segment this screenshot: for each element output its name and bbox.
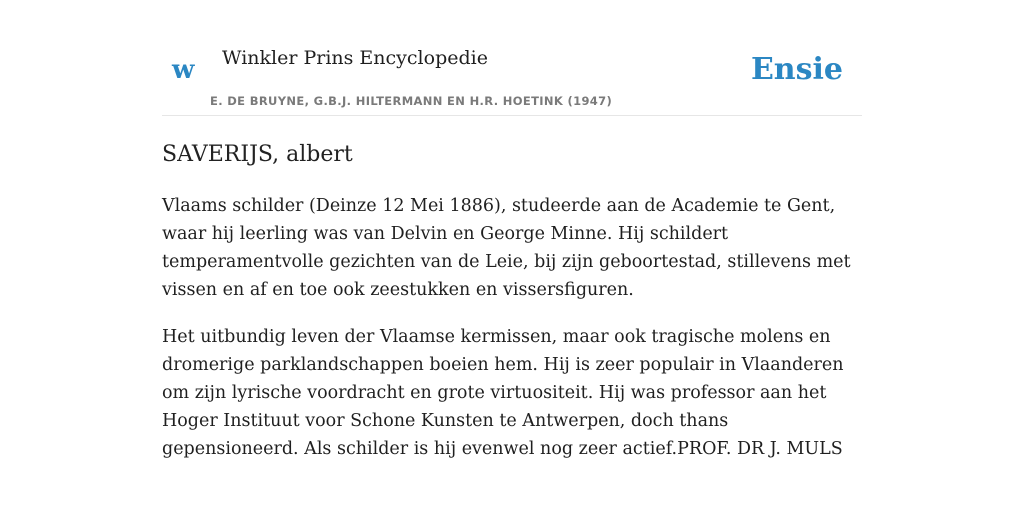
entry-paragraph-2: Het uitbundig leven der Vlaamse kermissen, maar ook tragische molens en dromerige parklandschappen boeien hem. Hij is zeer populair in Vlaanderen om zijn lyrische voordracht en grote virtuositeit. Hij was professor aan het Hoger Instituut voor Schone Kunsten te Antwerpen, doch thans gepensioneerd. Als schilder is hij evenwel nog zeer actief.PROF. DR J. MULS xyxy=(162,327,844,459)
entry-paragraph-1: Vlaams schilder (Deinze 12 Mei 1886), studeerde aan de Academie te Gent, waar hij leerling was van Delvin en George Minne. Hij schildert temperamentvolle gezichten van de Leie, bij zijn geboortestad, stillevens met vissen en af en toe ook zeestukken en vissersfiguren. xyxy=(162,196,851,300)
source-title[interactable]: Winkler Prins Encyclopedie xyxy=(222,47,488,69)
winkler-prins-logo-icon[interactable]: w xyxy=(172,55,195,85)
source-authors: E. DE BRUYNE, G.B.J. HILTERMANN EN H.R. HOETINK (1947) xyxy=(210,94,613,108)
ensie-brand-logo[interactable]: Ensie xyxy=(750,52,843,87)
entry-body xyxy=(162,192,862,482)
source-header xyxy=(162,40,862,116)
entry-title: SAVERIJS, albert xyxy=(162,142,353,167)
